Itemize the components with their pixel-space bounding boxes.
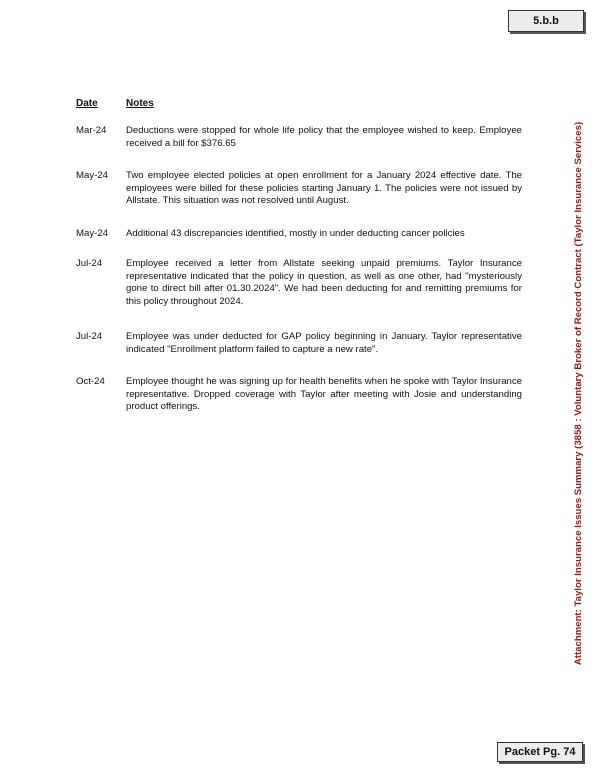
row-date: Jul-24 — [76, 331, 103, 342]
row-note: Additional 43 discrepancies identified, mostly in under deducting cancer policies — [126, 228, 465, 239]
row-date: May-24 — [76, 228, 108, 239]
row-date: May-24 — [76, 170, 108, 181]
row-note: Employee thought he was signing up for health benefits when he spoke with Taylor Insurance representative. Dropped coverage with Taylor after meeting with Josie and understanding product offerings. — [126, 376, 522, 412]
row-note: Employee received a letter from Allstate seeking unpaid premiums. Taylor Insurance representative indicated that the policy in question, as well as one other, had "mysteriously gone to direct bill after 01.30.2024". We had been deducting for and remitting premiums for this policy throughout 2024. — [126, 258, 522, 307]
date-column-header: Date — [76, 98, 98, 109]
notes-column-header: Notes — [126, 98, 154, 109]
row-date: Mar-24 — [76, 125, 107, 136]
row-date: Jul-24 — [76, 258, 103, 269]
agenda-item-tag: 5.b.b — [508, 10, 584, 32]
attachment-label-text: Attachment: Taylor Insurance Issues Summary (3858 : Voluntary Broker of Record Contract (Taylor Insurance Services) — [573, 121, 585, 665]
row-note: Employee was under deducted for GAP policy beginning in January. Taylor representative indicated "Enrollment platform failed to capture a new rate". — [126, 331, 522, 355]
row-note: Two employee elected policies at open enrollment for a January 2024 effective date. The employees were billed for these policies starting January 1. The policies were not issued by Allstate. This situation was not resolved until August. — [126, 170, 522, 206]
packet-page-label: Packet Pg. 74 — [497, 742, 583, 762]
row-note: Deductions were stopped for whole life policy that the employee wished to keep. Employee received a bill for $376.65 — [126, 125, 522, 149]
attachment-label — [569, 112, 589, 674]
row-date: Oct-24 — [76, 376, 105, 387]
